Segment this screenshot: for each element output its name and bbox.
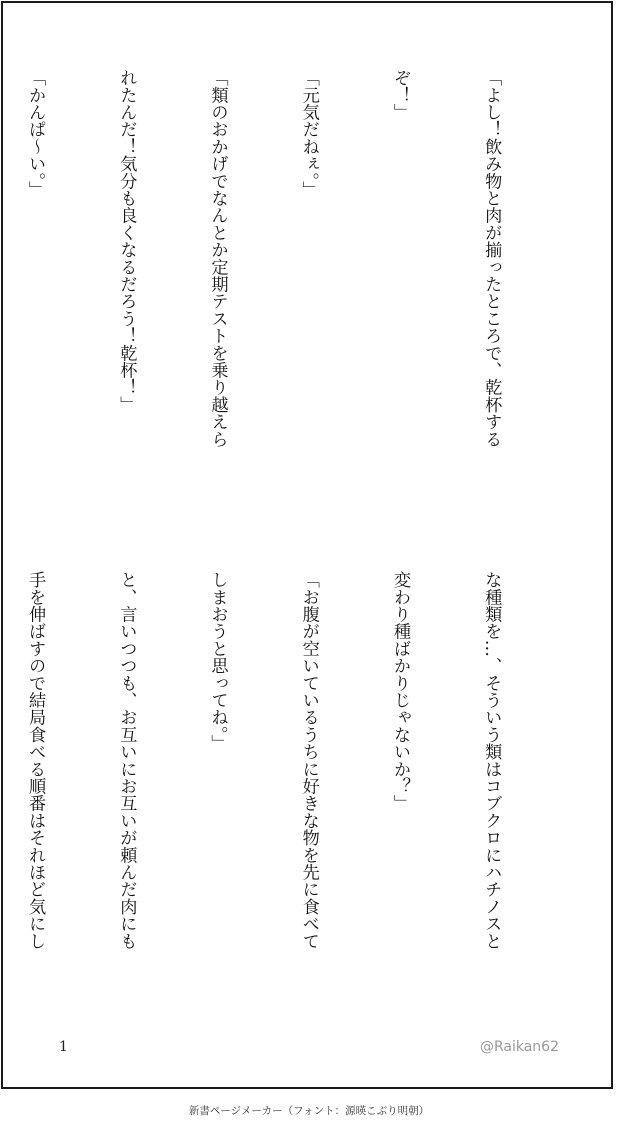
text-line: 「元気だねぇ。」: [298, 69, 319, 198]
text-line: と、言いつつも、お互いにお互いが頼んだ肉にも: [116, 571, 137, 950]
lower-text-block: [25, 571, 567, 1035]
text-line: しまおうと思ってね。」: [207, 571, 228, 752]
text-line: れたんだ！気分も良くなるだろう！乾杯！」: [116, 69, 137, 413]
page-number: 1: [59, 1039, 68, 1055]
text-line: 変わり種ばかりじゃないか？」: [389, 571, 410, 812]
text-line: ぞ！」: [389, 69, 410, 121]
text-line: 「お腹が空いているうちに好きな物を先に食べて: [298, 571, 319, 950]
text-line: 手を伸ばすので結局食べる順番はそれほど気にし: [25, 571, 46, 950]
page-frame: [1, 1, 613, 1089]
text-line: 「類のおかげでなんとか定期テストを乗り越えら: [207, 69, 228, 448]
footer-caption: 新書ページメーカー（フォント：源暎こぶり明朝）: [188, 1105, 430, 1117]
text-line: な種類を…、そういう類はコブクロにハチノスと: [481, 571, 502, 950]
text-line: 「よし！飲み物と肉が揃ったところで、乾杯する: [481, 69, 502, 448]
upper-text-block: [25, 69, 567, 533]
author-credit: @Raikan62: [479, 1039, 559, 1055]
text-line: 「かんぱ〜い。」: [25, 69, 46, 198]
